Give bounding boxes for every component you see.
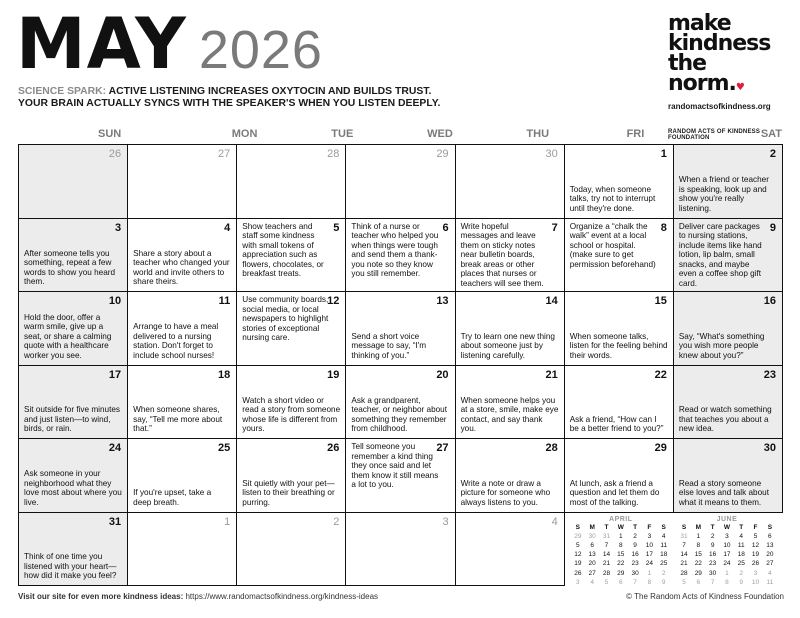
day-idea: Write hopeful messages and leave them on sticky notes near bulletin boards, break areas or other places that nurses or teachers will see them. bbox=[460, 221, 544, 289]
day-cell bbox=[346, 439, 455, 513]
mini-day: 13 bbox=[766, 541, 774, 549]
day-number: 3 bbox=[115, 221, 122, 234]
day-cell bbox=[237, 219, 346, 293]
mini-day: 12 bbox=[574, 551, 582, 559]
mini-day: 24 bbox=[723, 560, 731, 568]
day-cell bbox=[237, 366, 346, 440]
day-number: 25 bbox=[218, 442, 231, 454]
day-cell bbox=[674, 219, 783, 293]
weekday-thu: THU bbox=[526, 128, 550, 140]
mini-day: 19 bbox=[751, 551, 760, 559]
day-idea: Tell someone you remember a kind thing they once said and let them know it still means a lot to you. bbox=[351, 442, 439, 490]
title bbox=[16, 3, 323, 85]
mini-day: 1 bbox=[618, 532, 623, 540]
day-number: 26 bbox=[108, 148, 122, 160]
weekday-header bbox=[18, 126, 782, 142]
heart-icon: ♥ bbox=[735, 82, 745, 93]
mini-day: 3 bbox=[647, 532, 652, 540]
day-cell bbox=[237, 439, 346, 513]
logo bbox=[668, 11, 788, 141]
logo-url: randomactsofkindness.org bbox=[668, 102, 771, 111]
mini-weekday: T bbox=[604, 523, 609, 531]
mini-day: 13 bbox=[588, 551, 596, 559]
footer-copyright: © The Random Acts of Kindness Foundation bbox=[626, 592, 784, 601]
day-idea: Ask a friend, “How can I be a better friend to you?” bbox=[569, 414, 664, 434]
day-number: 17 bbox=[108, 368, 122, 381]
day-number: 27 bbox=[436, 442, 449, 454]
weekday-wed: WED bbox=[427, 128, 453, 140]
day-number: 23 bbox=[763, 368, 776, 381]
footer bbox=[18, 592, 784, 601]
day-number: 31 bbox=[108, 515, 122, 528]
mini-day: 1 bbox=[725, 569, 729, 577]
day-cell bbox=[456, 439, 565, 513]
day-number: 26 bbox=[327, 442, 340, 454]
day-number: 10 bbox=[108, 295, 122, 307]
weekday-fri: FRI bbox=[626, 128, 645, 140]
mini-day: 9 bbox=[710, 541, 715, 549]
day-idea: Say, “What's something you wish more people knew about you?” bbox=[678, 331, 765, 360]
day-idea: Share a story about a teacher who changed your world and invite others to share theirs. bbox=[133, 248, 230, 287]
mini-day: 6 bbox=[618, 578, 623, 586]
day-idea: Ask a grandparent, teacher, or neighbor about something they remember from childhood. bbox=[351, 395, 448, 434]
mini-day: 4 bbox=[739, 532, 744, 540]
mini-day: 5 bbox=[604, 578, 609, 586]
day-number: 7 bbox=[551, 221, 558, 234]
day-cell bbox=[19, 513, 128, 587]
mini-day: 15 bbox=[617, 551, 625, 559]
mini-day: 9 bbox=[661, 578, 666, 586]
day-cell bbox=[128, 219, 237, 293]
day-number: 15 bbox=[654, 295, 667, 307]
day-number: 3 bbox=[442, 515, 449, 528]
day-cell bbox=[565, 439, 674, 513]
mini-day: 8 bbox=[647, 578, 652, 586]
mini-day: 21 bbox=[602, 560, 611, 568]
mini-weekday: T bbox=[710, 523, 715, 531]
day-idea: Read a story someone else loves and talk about what it means to them. bbox=[678, 478, 769, 507]
mini-day: 31 bbox=[680, 532, 688, 540]
mini-day: 7 bbox=[710, 578, 715, 586]
mini-day: 25 bbox=[660, 560, 668, 568]
weekday-sun: SUN bbox=[98, 128, 122, 140]
day-idea: When someone helps you at a store, smile, make eye contact, and say thank you. bbox=[460, 395, 559, 434]
day-idea: When a friend or teacher is speaking, look up and show you're really listening. bbox=[678, 175, 769, 213]
mini-day: 4 bbox=[768, 569, 772, 577]
mini-day: 18 bbox=[660, 551, 668, 559]
day-cell bbox=[674, 439, 783, 513]
mini-calendars bbox=[565, 513, 783, 587]
mini-day: 6 bbox=[768, 532, 772, 540]
mini-calendar-title: APRIL bbox=[609, 515, 633, 523]
mini-day: 6 bbox=[590, 541, 594, 549]
day-idea: Sit outside for five minutes and just listen—to wind, birds, or rain. bbox=[24, 405, 121, 434]
mini-day: 17 bbox=[645, 551, 653, 559]
day-cell bbox=[128, 513, 237, 587]
mini-day: 26 bbox=[751, 560, 760, 568]
science-spark bbox=[18, 86, 578, 110]
mini-calendar-grid bbox=[677, 523, 777, 587]
mini-day: 16 bbox=[631, 551, 639, 559]
day-number: 21 bbox=[545, 368, 558, 381]
mini-day: 3 bbox=[753, 569, 758, 577]
mini-day: 7 bbox=[633, 578, 637, 586]
day-cell bbox=[128, 366, 237, 440]
science-spark-label: SCIENCE SPARK: bbox=[18, 86, 107, 97]
logo-line1: make bbox=[668, 11, 731, 36]
day-number: 11 bbox=[218, 295, 231, 307]
mini-day: 26 bbox=[574, 569, 582, 577]
day-number: 19 bbox=[327, 368, 340, 381]
mini-day: 7 bbox=[604, 541, 609, 549]
mini-weekday: S bbox=[661, 523, 666, 531]
mini-day: 12 bbox=[751, 541, 760, 549]
weekday-tue: TUE bbox=[331, 128, 354, 140]
day-cell bbox=[674, 292, 783, 366]
day-cell bbox=[565, 145, 674, 219]
day-number: 2 bbox=[769, 148, 776, 160]
mini-weekday: M bbox=[589, 523, 595, 531]
mini-day: 8 bbox=[725, 578, 729, 586]
day-cell bbox=[237, 513, 346, 587]
mini-day: 14 bbox=[680, 551, 688, 559]
mini-day: 22 bbox=[694, 560, 702, 568]
mini-day: 1 bbox=[647, 569, 652, 577]
day-idea: Hold the door, offer a warm smile, give up a seat, or share a calming quote with a healthcare worker you see. bbox=[24, 312, 112, 360]
day-idea: Ask someone in your neighborhood what they love most about where you live. bbox=[24, 469, 122, 507]
day-number: 27 bbox=[218, 148, 231, 160]
day-idea: Arrange to have a meal delivered to a nursing station. Don't forget to include school nurses! bbox=[133, 322, 219, 360]
day-number: 1 bbox=[224, 515, 231, 528]
day-cell bbox=[346, 219, 455, 293]
mini-day: 3 bbox=[725, 532, 729, 540]
day-cell bbox=[456, 292, 565, 366]
day-idea: After someone tells you something, repeat a few words to show you heard them. bbox=[24, 248, 116, 287]
mini-day: 30 bbox=[588, 532, 596, 540]
mini-day: 29 bbox=[694, 569, 702, 577]
science-spark-line1: ACTIVE LISTENING INCREASES OXYTOCIN AND BUILDS TRUST. bbox=[108, 86, 432, 97]
mini-day: 15 bbox=[694, 551, 702, 559]
day-idea: Organize a “chalk the walk” event at a local school or hospital. (make sure to get permission beforehand) bbox=[569, 221, 656, 269]
day-number: 2 bbox=[333, 515, 340, 528]
day-number: 28 bbox=[545, 442, 558, 454]
month-title: MAY bbox=[16, 3, 187, 85]
mini-day: 6 bbox=[696, 578, 701, 586]
science-spark-line2: YOUR BRAIN ACTUALLY SYNCS WITH THE SPEAKER'S WHEN YOU LISTEN DEEPLY. bbox=[18, 98, 441, 109]
day-idea: Today, when someone talks, try not to interrupt until they're done. bbox=[569, 184, 656, 213]
day-idea: Try to learn one new thing about someone just by listening carefully. bbox=[460, 331, 555, 360]
logo-line2: kindness bbox=[668, 31, 771, 56]
day-cell bbox=[456, 366, 565, 440]
day-cell bbox=[237, 292, 346, 366]
mini-day: 30 bbox=[631, 569, 639, 577]
logo-line3: the norm. bbox=[668, 51, 736, 96]
footer-link[interactable]: https://www.randomactsofkindness.org/kindness-ideas bbox=[185, 592, 379, 601]
mini-day: 28 bbox=[680, 569, 688, 577]
mini-day: 8 bbox=[696, 541, 701, 549]
day-cell bbox=[19, 219, 128, 293]
day-idea: Watch a short video or read a story from someone whose life is different from yours. bbox=[242, 395, 341, 434]
day-idea: When someone shares, say, “Tell me more about that.” bbox=[133, 405, 223, 434]
day-idea: Deliver care packages to nursing stations, include items like hand lotion, lip balm, small snacks, and maybe even a coffee shop gift card. bbox=[678, 221, 762, 289]
day-number: 30 bbox=[545, 148, 558, 160]
mini-weekday: W bbox=[617, 523, 624, 531]
mini-day: 2 bbox=[710, 532, 715, 540]
day-idea: Write a note or draw a picture for someone who always listens to you. bbox=[460, 478, 551, 507]
mini-weekday: T bbox=[739, 523, 744, 531]
mini-weekday: S bbox=[767, 523, 773, 531]
day-idea: If you're upset, take a deep breath. bbox=[133, 488, 212, 507]
day-idea: At lunch, ask a friend a question and let them do most of the talking. bbox=[569, 478, 660, 507]
mini-day: 8 bbox=[618, 541, 623, 549]
mini-day: 29 bbox=[574, 532, 582, 540]
mini-day: 2 bbox=[633, 532, 637, 540]
day-cell bbox=[565, 292, 674, 366]
day-cell bbox=[19, 292, 128, 366]
day-cell bbox=[346, 366, 455, 440]
day-number: 4 bbox=[224, 221, 231, 234]
day-idea: When someone talks, listen for the feeling behind their words. bbox=[569, 331, 668, 360]
day-number: 1 bbox=[660, 148, 667, 160]
day-cell bbox=[346, 145, 455, 219]
mini-day: 11 bbox=[660, 541, 668, 549]
mini-day: 24 bbox=[645, 560, 653, 568]
mini-day: 14 bbox=[602, 551, 611, 559]
day-number: 24 bbox=[108, 442, 122, 454]
calendar-grid bbox=[18, 144, 783, 586]
day-idea: Sit quietly with your pet—listen to their breathing or purring. bbox=[242, 478, 335, 507]
mini-day: 9 bbox=[633, 541, 637, 549]
mini-day: 21 bbox=[680, 560, 688, 568]
day-number: 9 bbox=[769, 221, 776, 234]
mini-day: 19 bbox=[574, 560, 582, 568]
mini-day: 5 bbox=[682, 578, 686, 586]
mini-day: 7 bbox=[682, 541, 686, 549]
day-cell bbox=[456, 145, 565, 219]
mini-day: 27 bbox=[766, 560, 774, 568]
mini-day: 31 bbox=[602, 532, 611, 540]
mini-day: 11 bbox=[737, 541, 745, 549]
day-number: 28 bbox=[327, 148, 340, 160]
weekday-sat: SAT bbox=[760, 128, 783, 140]
day-number: 5 bbox=[333, 221, 340, 234]
mini-calendar-title: JUNE bbox=[716, 515, 738, 523]
day-number: 13 bbox=[436, 295, 449, 307]
mini-calendar-grid bbox=[571, 523, 671, 587]
mini-day: 22 bbox=[617, 560, 625, 568]
day-number: 12 bbox=[327, 295, 340, 307]
day-cell bbox=[674, 145, 783, 219]
mini-day: 28 bbox=[602, 569, 611, 577]
mini-day: 16 bbox=[709, 551, 717, 559]
footer-label: Visit our site for even more kindness ideas: bbox=[18, 592, 184, 601]
mini-day: 10 bbox=[723, 541, 731, 549]
day-cell bbox=[346, 513, 455, 587]
mini-day: 20 bbox=[588, 560, 596, 568]
mini-weekday: T bbox=[633, 523, 638, 531]
mini-day: 23 bbox=[709, 560, 717, 568]
day-number: 16 bbox=[763, 295, 776, 307]
day-cell bbox=[565, 366, 674, 440]
weekday-mon: MON bbox=[231, 128, 258, 140]
day-number: 22 bbox=[654, 368, 667, 381]
mini-day: 20 bbox=[766, 551, 774, 559]
mini-day: 2 bbox=[661, 569, 666, 577]
mini-day: 29 bbox=[617, 569, 625, 577]
day-cell bbox=[19, 145, 128, 219]
mini-day: 30 bbox=[709, 569, 717, 577]
mini-day: 18 bbox=[737, 551, 745, 559]
day-cell bbox=[456, 219, 565, 293]
mini-day: 1 bbox=[696, 532, 701, 540]
day-number: 20 bbox=[436, 368, 449, 381]
day-idea: Show teachers and staff some kindness with small tokens of appreciation such as flowers, chocolates, or breakfast treats. bbox=[242, 221, 324, 279]
mini-day: 10 bbox=[645, 541, 653, 549]
mini-day: 27 bbox=[588, 569, 596, 577]
mini-weekday: F bbox=[753, 523, 758, 531]
mini-calendar-june bbox=[677, 516, 777, 587]
day-cell bbox=[19, 439, 128, 513]
mini-calendar-april bbox=[571, 516, 671, 587]
mini-day: 2 bbox=[739, 569, 744, 577]
mini-weekday: S bbox=[575, 523, 581, 531]
logo-foundation: RANDOM ACTS OF KINDNESS FOUNDATION bbox=[668, 129, 761, 141]
day-number: 30 bbox=[763, 442, 776, 454]
day-number: 4 bbox=[551, 515, 558, 528]
day-cell bbox=[674, 366, 783, 440]
mini-day: 17 bbox=[723, 551, 731, 559]
mini-day: 9 bbox=[739, 578, 744, 586]
mini-day: 3 bbox=[576, 578, 580, 586]
mini-day: 23 bbox=[631, 560, 639, 568]
mini-day: 10 bbox=[751, 578, 760, 586]
day-cell bbox=[346, 292, 455, 366]
day-number: 29 bbox=[436, 148, 449, 160]
mini-day: 5 bbox=[576, 541, 580, 549]
mini-day: 25 bbox=[737, 560, 745, 568]
day-cell bbox=[128, 292, 237, 366]
year-title: 2026 bbox=[198, 20, 323, 80]
day-number: 29 bbox=[654, 442, 667, 454]
day-cell bbox=[237, 145, 346, 219]
day-number: 8 bbox=[660, 221, 667, 234]
mini-day: 11 bbox=[766, 578, 774, 586]
mini-day: 4 bbox=[661, 532, 666, 540]
day-cell bbox=[456, 513, 565, 587]
day-idea: Use community boards, social media, or local newspapers to highlight stories of exceptional nursing care. bbox=[242, 295, 329, 343]
mini-day: 5 bbox=[753, 532, 758, 540]
day-idea: Read or watch something that teaches you about a new idea. bbox=[678, 405, 772, 434]
mini-day: 4 bbox=[590, 578, 594, 586]
mini-weekday: M bbox=[695, 523, 702, 531]
day-idea: Think of a nurse or teacher who helped you when things were tough and send them a thank-you note so they know you still remember. bbox=[351, 221, 439, 279]
mini-weekday: W bbox=[723, 523, 730, 531]
mini-weekday: S bbox=[681, 523, 687, 531]
day-cell bbox=[19, 366, 128, 440]
day-cell bbox=[128, 145, 237, 219]
day-number: 6 bbox=[442, 221, 449, 234]
day-cell bbox=[565, 219, 674, 293]
day-cell bbox=[128, 439, 237, 513]
day-number: 18 bbox=[218, 368, 231, 381]
day-idea: Send a short voice message to say, “I'm thinking of you.” bbox=[351, 331, 427, 360]
day-number: 14 bbox=[545, 295, 558, 307]
day-idea: Think of one time you listened with your heart—how did it make you feel? bbox=[24, 552, 117, 581]
mini-weekday: F bbox=[647, 523, 652, 531]
